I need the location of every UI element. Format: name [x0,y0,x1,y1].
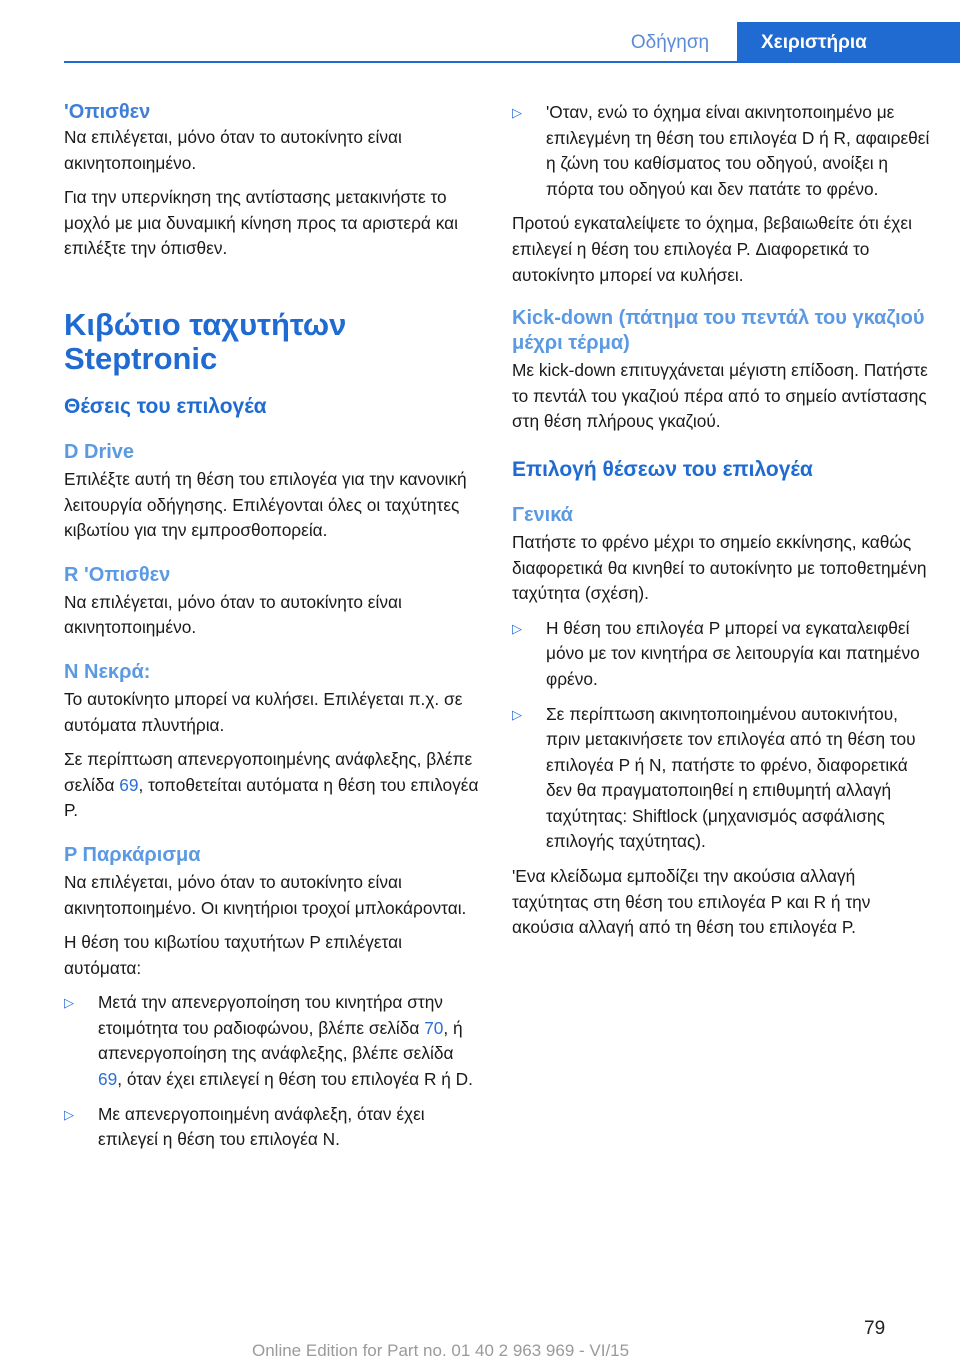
drive-heading: D Drive [64,440,135,463]
park-paragraph-1: Να επιλέγεται, μόνο όταν το αυτοκίνητο είναι ακινητοποιημένο. Οι κινητήριοι τροχοί μπλοκάρονται. [64,871,467,918]
reverse-subtitle: 'Οπισθεν [64,101,151,123]
tab-controls[interactable]: Χειριστήρια [737,22,960,62]
text-run: , όταν έχει επιλεγεί η θέση του επιλογέα R ή D. [117,1069,473,1090]
text-run: , ή απενεργοποίηση της ανάφλεξης, βλέπε σελίδα [98,1017,463,1064]
list-item-text: 'Οταν, ενώ το όχημα είναι ακινητοποιημένο με επιλεγμένη τη θέση του επιλογέα D ή R, αφαιρεθεί η ζώνη του καθίσματος του οδηγού, ανοίξει η πόρτα του οδηγού και δεν πατάτε το φρένο. [546,102,930,199]
list-item-text: Με απενεργοποιημένη ανάφλεξη, όταν έχει επιλεγεί η θέση του επιλογέα N. [98,1103,425,1150]
tab-driving[interactable]: Οδήγηση [630,32,710,53]
bullet-triangle-icon: ▷ [512,105,522,120]
edition-footer: Online Edition for Part no. 01 40 2 963 969 - VI/15 [252,1341,630,1360]
page-link[interactable]: 70 [424,1017,444,1038]
selecting-positions-heading: Επιλογή θέσεων του επιλογέα [512,457,813,481]
list-item-text [98,990,482,1092]
page-header [0,0,960,62]
park-heading: P Παρκάρισμα [64,843,201,866]
bullet-triangle-icon: ▷ [64,995,74,1011]
text-run: , τοποθετείται αυτόματα η θέση του επιλογέα P. [64,774,479,821]
list-item [512,100,932,202]
general-paragraph: Πατήστε το φρένο μέχρι το σημείο εκκίνησης, καθώς διαφορετικά θα κινηθεί το αυτοκίνητο με τοποθετημένη ταχύτητα (σχέση). [512,531,927,604]
kickdown-heading: Kick-down (πάτημα του πεντάλ του γκαζιού μέχρι τέρμα) [512,307,925,355]
list-item [64,1102,482,1153]
right-column [512,100,932,950]
reverse-paragraph-1: Να επιλέγεται, μόνο όταν το αυτοκίνητο είναι ακινητοποιημένο. [64,127,402,173]
section-title: Κιβώτιο ταχυτήτων Steptronic [64,306,347,376]
page-link[interactable]: 69 [98,1069,118,1090]
bullet-triangle-icon: ▷ [64,1106,74,1122]
bullet-triangle-icon: ▷ [512,620,522,636]
text-run: Μετά την απενεργοποίηση του κινητήρα στην ετοιμότητα του ραδιοφώνου, βλέπε σελίδα [98,992,443,1038]
neutral-heading: N Νεκρά: [64,660,151,683]
list-item-text: Σε περίπτωση ακινητοποιημένου αυτοκινήτου, πριν μετακινήσετε τον επιλογέα από τη θέση του επιλογέα P ή N, πατήστε το φρένο, διαφορετικά δεν θα πραγματοποιηθεί η επιθυμητή αλλαγή ταχύτητας: Shiftlock (μηχανισμός ασφάλισης επιλογής ταχύτητας). [546,703,916,852]
list-item-text: Η θέση του επιλογέα P μπορεί να εγκαταλειφθεί μόνο με τον κινητήρα σε λειτουργία και πατημένο φρένο. [546,617,920,689]
general-heading: Γενικά [512,503,573,526]
reverse-heading: R 'Οπισθεν [64,563,171,586]
text-run: Σε περίπτωση απενεργοποιημένης ανάφλεξης, βλέπε σελίδα [64,749,473,795]
left-column [64,100,482,1162]
bullet-triangle-icon: ▷ [512,706,522,722]
selector-positions-heading: Θέσεις του επιλογέα [64,394,267,418]
neutral-paragraph-1: Το αυτοκίνητο μπορεί να κυλήσει. Επιλέγεται π.χ. σε αυτόματα πλυντήρια. [64,688,463,735]
warning-paragraph: Προτού εγκαταλείψετε το όχημα, βεβαιωθείτε ότι έχει επιλεγεί η θέση του επιλογέα P. Διαφορετικά το αυτοκίνητο μπορεί να κυλήσει. [512,213,912,285]
reverse-paragraph-2: Για την υπερνίκηση της αντίστασης μετακινήστε το μοχλό με μια δυναμική κίνηση προς τα αριστερά και επιλέξτε την όπισθεν. [64,187,458,259]
park-paragraph-2: Η θέση του κιβωτίου ταχυτήτων P επιλέγεται αυτόματα: [64,932,402,978]
drive-paragraph: Επιλέξτε αυτή τη θέση του επιλογέα για την κανονική λειτουργία οδήγησης. Επιλέγονται όλες οι ταχύτητες κιβωτίου για την εμπροσθοπορεία. [64,468,467,541]
list-item [512,616,932,693]
page-number: 79 [864,1318,886,1339]
list-item [512,702,932,856]
reverse-paragraph: Να επιλέγεται, μόνο όταν το αυτοκίνητο είναι ακινητοποιημένο. [64,591,402,638]
header-rule [64,61,960,63]
shiftlock-paragraph: 'Ενα κλείδωμα εμποδίζει την ακούσια αλλαγή ταχύτητας στη θέση του επιλογέα P και R ή την ακούσια αλλαγή από τη θέση του επιλογέα P. [512,866,871,938]
neutral-paragraph-2 [64,747,482,824]
kickdown-paragraph: Με kick-down επιτυγχάνεται μέγιστη επίδοση. Πατήστε το πεντάλ του γκαζιού πέρα από το σημείο αντίστασης στη θέση πλήρους γκαζιού. [512,360,928,432]
page-link[interactable]: 69 [119,774,139,795]
list-item [64,990,482,1092]
